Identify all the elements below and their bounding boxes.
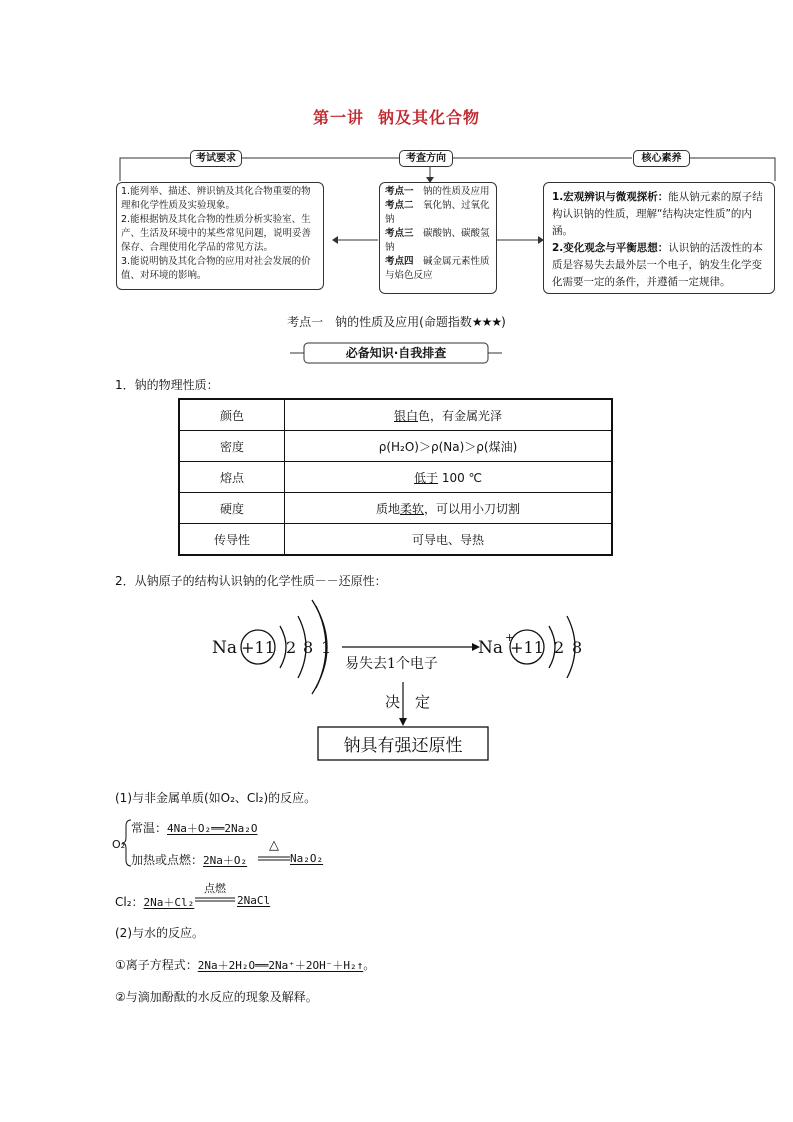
na-ion-charge: + — [505, 631, 515, 644]
double-line-icon — [258, 855, 290, 863]
exam-requirements-box — [116, 182, 324, 290]
tag-core-literacy: 核心素养 — [633, 150, 690, 167]
heat-condition: △ — [269, 838, 279, 853]
decide-label: 决 定 — [385, 693, 431, 711]
title-lecture: 第一讲 — [312, 108, 364, 127]
na-shell-2: 8 — [303, 638, 314, 657]
physical-heading: 1．钠的物理性质： — [115, 378, 219, 392]
chemical-heading: 2．从钠原子的结构认识钠的化学性质－－还原性： — [115, 574, 387, 588]
direction-3: 考点三 碳酸钠、碳酸氢钠 — [385, 228, 490, 253]
na-symbol: Na — [212, 638, 238, 658]
normal-temp-row: 常温：4Na＋O₂══2Na₂O — [131, 821, 258, 835]
tag-exam-direction: 考查方向 — [399, 150, 453, 167]
rating-stars: ★★★ — [471, 315, 502, 329]
ignite-condition: 点燃 — [204, 882, 226, 895]
conclusion-text: 钠具有强还原性 — [343, 736, 463, 756]
table-cell-key: 密度 — [179, 431, 285, 462]
section-banner: 必备知识·自我排查 — [345, 346, 447, 360]
table-cell-key: 熔点 — [179, 462, 285, 493]
na-ion-nucleus-charge: +11 — [510, 638, 544, 657]
ionic-equation-row: ①离子方程式：2Na＋2H₂O══2Na⁺＋2OH⁻＋H₂↑。 — [115, 958, 376, 972]
requirement-1: 1.能列举、描述、辨识钠及其化合物重要的物理和化学性质及实验现象。 — [121, 186, 311, 211]
na-ion-symbol: Na — [478, 638, 504, 658]
table-cell-key: 颜色 — [179, 399, 285, 431]
arrow-left-head — [332, 236, 338, 244]
tag-exam-requirements: 考试要求 — [190, 150, 242, 167]
connector-right — [689, 158, 775, 181]
phenolphthalein-question: ②与滴加酚酞的水反应的现象及解释。 — [115, 990, 318, 1004]
na-shell-1: 2 — [286, 638, 297, 657]
table-cell-key: 硬度 — [179, 493, 285, 524]
literacy-1: 1.宏观辨识与微观探析：能从钠元素的原子结构认识钠的性质，理解“结构决定性质”的内涵。 — [552, 191, 763, 237]
title-topic: 钠及其化合物 — [378, 108, 481, 127]
double-line-icon — [195, 896, 235, 904]
section-heading: 考点一 钠的性质及应用(命题指数★★★) — [287, 315, 506, 329]
table-row — [179, 399, 612, 431]
direction-1: 考点一 钠的性质及应用 — [385, 186, 490, 197]
requirement-3: 3.能说明钠及其化合物的应用对社会发展的价值、对环境的影响。 — [121, 256, 311, 281]
table-cell-value: 银白色，有金属光泽 — [285, 399, 613, 431]
cl2-product: 2NaCl — [237, 894, 271, 907]
table-row — [179, 524, 612, 556]
requirement-2: 2.能根据钠及其化合物的性质分析实验室、生产、生活及环境中的某些常见问题，说明妥善保存、合理使用化学品的常见方法。 — [121, 214, 312, 253]
arrow-label: 易失去1个电子 — [345, 656, 438, 672]
heating-product: Na₂O₂ — [290, 852, 324, 865]
table-row — [179, 493, 612, 524]
table-cell-value: 低于 100 ℃ — [285, 462, 613, 493]
table-row — [179, 431, 612, 462]
atomic-structure-diagram — [200, 596, 600, 766]
table-row — [179, 462, 612, 493]
physical-properties-table — [178, 398, 613, 556]
cl2-row: Cl₂：2Na＋Cl₂ — [115, 895, 195, 909]
exam-direction-box — [379, 182, 497, 294]
water-reaction-heading: (2)与水的反应。 — [115, 926, 204, 940]
na-shell-3: 1 — [321, 638, 332, 657]
heating-row: 加热或点燃：2Na＋O₂ — [131, 853, 248, 867]
na-ion-shell-2: 8 — [572, 638, 583, 657]
literacy-2: 2.变化观念与平衡思想：认识钠的活泼性的本质是容易失去最外层一个电子，钠发生化学变化需要一定的条件，并遵循一定规律。 — [552, 242, 763, 288]
direction-2: 考点二 氧化钠、过氧化钠 — [385, 200, 490, 225]
o2-label: O₂ — [112, 838, 126, 851]
table-cell-key: 传导性 — [179, 524, 285, 556]
nonmetal-reaction-heading: (1)与非金属单质(如O₂、Cl₂)的反应。 — [115, 791, 317, 805]
core-literacy-box — [543, 182, 775, 294]
table-cell-value: ρ(H₂O)＞ρ(Na)＞ρ(煤油) — [285, 431, 613, 462]
direction-4: 考点四 碱金属元素性质与焰色反应 — [385, 256, 490, 281]
section-heading-text: 考点一 钠的性质及应用(命题指数 — [287, 315, 472, 329]
table-cell-value: 可导电、导热 — [285, 524, 613, 556]
na-ion-shell-1: 2 — [554, 638, 565, 657]
connector-left — [120, 158, 190, 181]
table-cell-value: 质地柔软，可以用小刀切割 — [285, 493, 613, 524]
na-nucleus-charge: +11 — [241, 638, 275, 657]
